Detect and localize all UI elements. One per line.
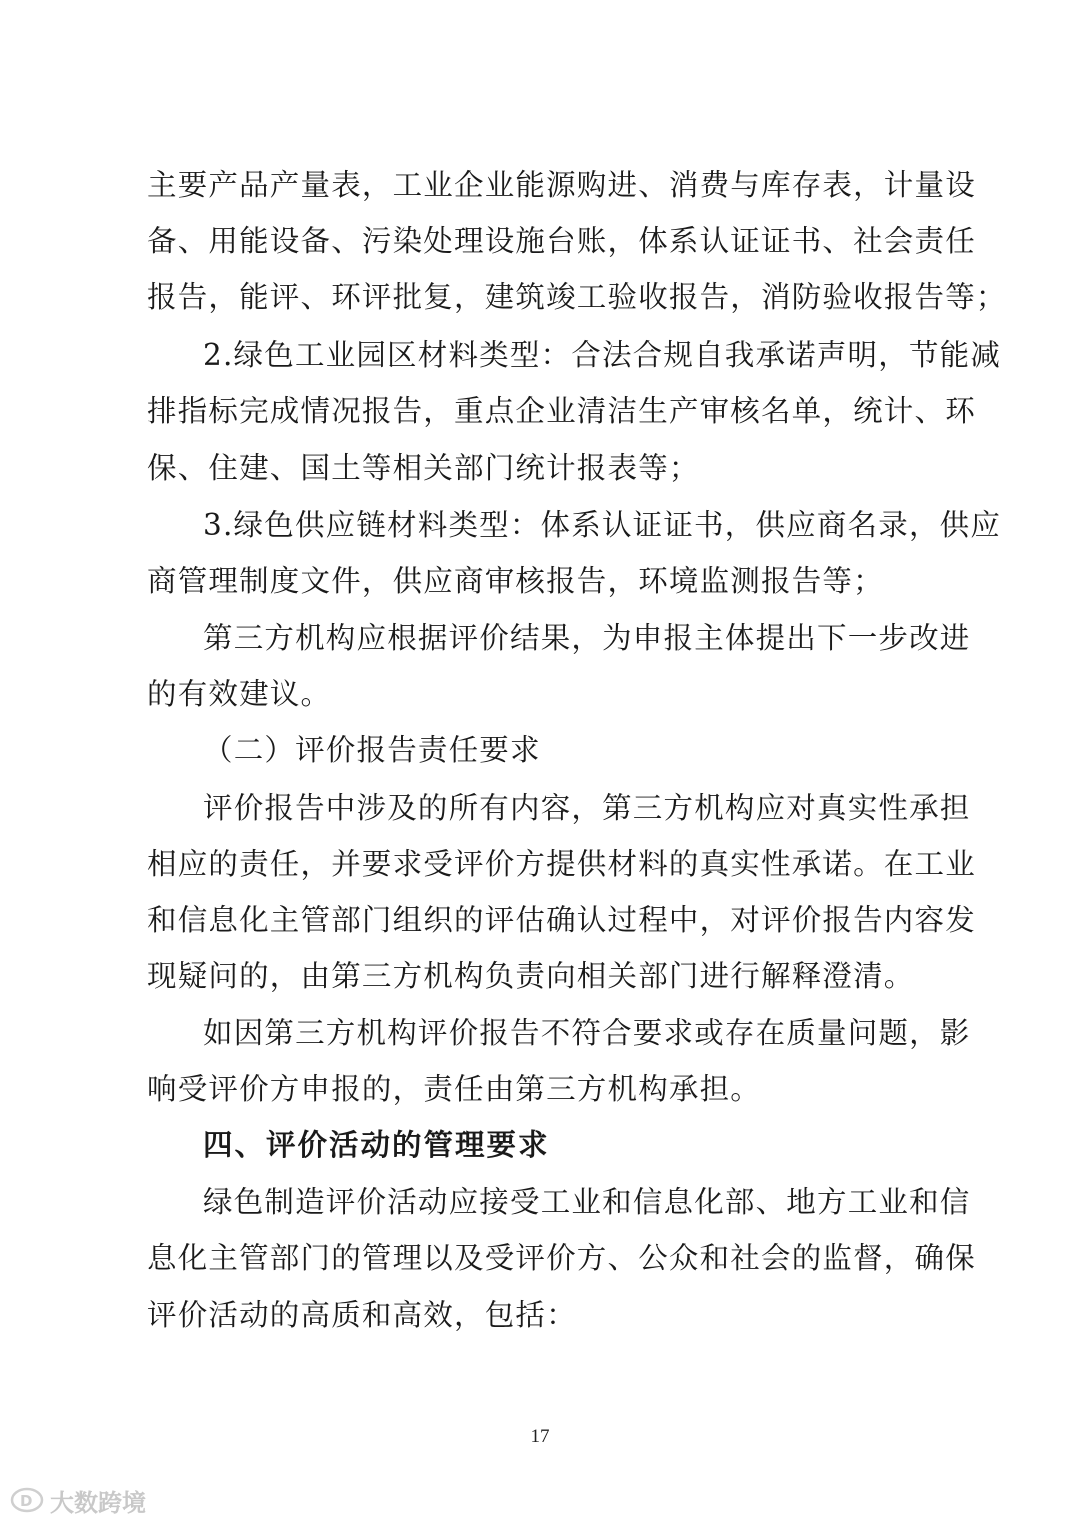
text-line (0, 1117, 1080, 1173)
paragraph-text: 排指标完成情况报告，重点企业清洁生产审核名单，统计、环 (147, 394, 976, 428)
paragraph-text: 主要产品产量表，工业企业能源购进、消费与库存表，计量设 (147, 168, 976, 202)
text-line (0, 948, 1080, 1004)
paragraph-text: 相应的责任，并要求受评价方提供材料的真实性承诺。在工业 (147, 847, 976, 881)
watermark-logo-icon (10, 1485, 46, 1515)
text-line (0, 610, 1080, 666)
section-subheading: （二）评价报告责任要求 (203, 733, 541, 767)
text-line (0, 157, 1080, 213)
watermark (10, 1480, 146, 1520)
text-line (0, 1230, 1080, 1286)
text-line (0, 666, 1080, 722)
paragraph-text: 绿色制造评价活动应接受工业和信息化部、地方工业和信 (203, 1185, 971, 1219)
text-line (0, 780, 1080, 836)
text-line (0, 440, 1080, 496)
paragraph-text: 3.绿色供应链材料类型：体系认证证书，供应商名录，供应 (203, 508, 1002, 542)
paragraph-text: 商管理制度文件，供应商审核报告，环境监测报告等； (147, 564, 884, 598)
paragraph-text: 评价活动的高质和高效，包括： (147, 1298, 577, 1332)
paragraph-text: 现疑问的，由第三方机构负责向相关部门进行解释澄清。 (147, 959, 915, 993)
text-line (0, 722, 1080, 778)
text-line (0, 327, 1080, 383)
svg-text:D: D (20, 1492, 33, 1510)
text-line (0, 892, 1080, 948)
text-line (0, 1174, 1080, 1230)
paragraph-text: 备、用能设备、污染处理设施台账，体系认证证书、社会责任 (147, 224, 976, 258)
paragraph-text: 和信息化主管部门组织的评估确认过程中，对评价报告内容发 (147, 903, 976, 937)
paragraph-text: 响受评价方申报的，责任由第三方机构承担。 (147, 1072, 762, 1106)
paragraph-text: 如因第三方机构评价报告不符合要求或存在质量问题，影 (203, 1016, 971, 1050)
text-line (0, 1005, 1080, 1061)
text-line (0, 269, 1080, 325)
section-heading: 四、评价活动的管理要求 (203, 1128, 550, 1162)
paragraph-text: 2.绿色工业园区材料类型：合法合规自我承诺声明，节能减 (203, 338, 1002, 372)
text-line (0, 1061, 1080, 1117)
paragraph-text: 报告，能评、环评批复，建筑竣工验收报告，消防验收报告等； (147, 280, 1007, 314)
paragraph-text: 评价报告中涉及的所有内容，第三方机构应对真实性承担 (203, 791, 971, 825)
text-line (0, 213, 1080, 269)
text-line (0, 1287, 1080, 1343)
paragraph-text: 保、住建、国土等相关部门统计报表等； (147, 451, 700, 485)
text-line (0, 836, 1080, 892)
paragraph-text: 息化主管部门的管理以及受评价方、公众和社会的监督，确保 (147, 1241, 976, 1275)
paragraph-text: 第三方机构应根据评价结果，为申报主体提出下一步改进 (203, 621, 971, 655)
watermark-text: 大数跨境 (50, 1488, 146, 1517)
text-line (0, 497, 1080, 553)
text-line (0, 553, 1080, 609)
page-number: 17 (530, 1426, 550, 1447)
paragraph-text: 的有效建议。 (147, 677, 332, 711)
text-line (0, 383, 1080, 439)
